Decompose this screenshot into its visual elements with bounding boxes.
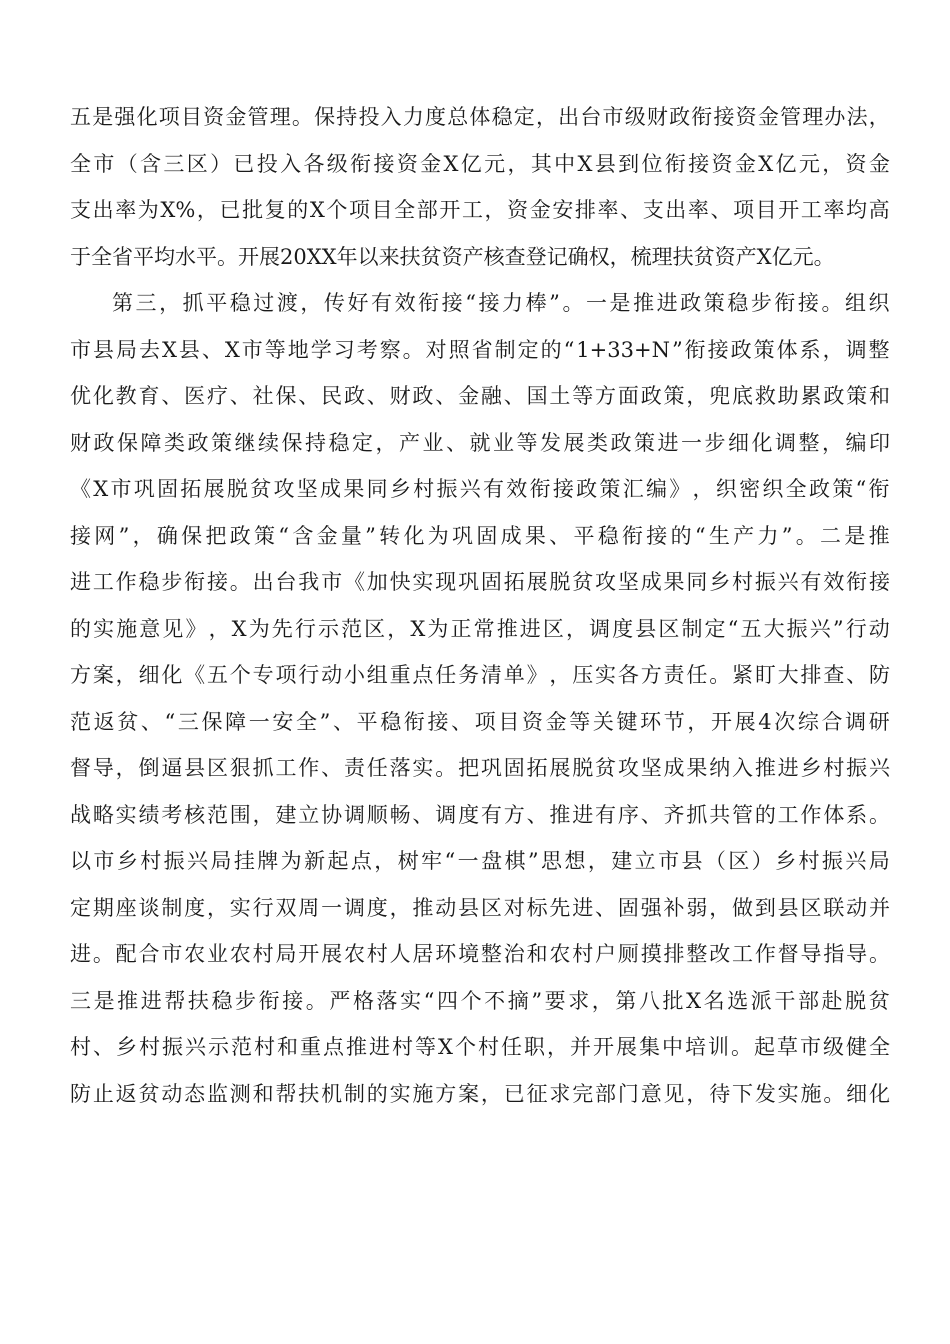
text-line: 五 是 强 化 项 目 资 金 管 理 。 保 持 投 入 力 度 总 体 稳 定 ， 出 台 市 级 财 政 衔 接 资 金 管 理 办 法 ， xyxy=(70,105,890,129)
body-text xyxy=(70,94,890,1117)
text-line: 定 期 座 谈 制 度 ， 实 行 双 周 一 调 度 ， 推 动 县 区 对 标 先 进 、 固 强 补 弱 ， 做 到 县 区 联 动 并 xyxy=(70,895,890,920)
text-line: 支 出 率 为 X% ， 已 批 复 的 X 个 项 目 全 部 开 工 ， 资 金 安 排 率 、 支 出 率 、 项 目 开 工 率 均 高 xyxy=(70,198,890,222)
text-line: 以 市 乡 村 振 兴 局 挂 牌 为 新 起 点 ， 树 牢 “ 一 盘 棋 ” 思 想 ， 建 立 市 县 （ 区 ） 乡 村 振 兴 局 xyxy=(70,849,890,873)
text-line: 接 网 ” ， 确 保 把 政 策 “ 含 金 量 ” 转 化 为 巩 固 成 果 、 平 稳 衔 接 的 “ 生 产 力 ” 。 二 是 推 xyxy=(70,523,890,548)
text-line: 三 是 推 进 帮 扶 稳 步 衔 接 。 严 格 落 实 “ 四 个 不 摘 ” 要 求 ， 第 八 批 X 名 选 派 干 部 赴 脱 贫 xyxy=(70,988,890,1013)
text-line: 战 略 实 绩 考 核 范 围 ， 建 立 协 调 顺 畅 、 调 度 有 方 、 推 进 有 序 、 齐 抓 共 管 的 工 作 体 系 。 xyxy=(70,802,890,827)
text-line: 进 。 配 合 市 农 业 农 村 局 开 展 农 村 人 居 环 境 整 治 和 农 村 户 厕 摸 排 整 改 工 作 督 导 指 导 。 xyxy=(70,942,890,966)
text-line: 防 止 返 贫 动 态 监 测 和 帮 扶 机 制 的 实 施 方 案 ， 已 征 求 完 部 门 意 见 ， 待 下 发 实 施 。 细 化 xyxy=(70,1081,890,1106)
text-line: 范 返 贫 、 “ 三 保 障 一 安 全 ” 、 平 稳 衔 接 、 项 目 资 金 等 关 键 环 节 ， 开 展 4 次 综 合 调 研 xyxy=(70,709,890,734)
text-line: 方 案 ， 细 化 《 五 个 专 项 行 动 小 组 重 点 任 务 清 单 》 ， 压 实 各 方 责 任 。 紧 盯 大 排 查 、 防 xyxy=(70,663,890,687)
text-line: 优 化 教 育 、 医 疗 、 社 保 、 民 政 、 财 政 、 金 融 、 国 土 等 方 面 政 策 ， 兜 底 救 助 累 政 策 和 xyxy=(70,384,890,408)
text-line: 村 、 乡 村 振 兴 示 范 村 和 重 点 推 进 村 等 X 个 村 任 职 ， 并 开 展 集 中 培 训 。 起 草 市 级 健 全 xyxy=(70,1035,890,1059)
text-line: 的 实 施 意 见 》 ， X 为 先 行 示 范 区 ， X 为 正 常 推 进 区 ， 调 度 县 区 制 定 “ 五 大 振 兴 ” 行 动 xyxy=(70,616,890,641)
text-line: 督 导 ， 倒 逼 县 区 狠 抓 工 作 、 责 任 落 实 。 把 巩 固 拓 展 脱 贫 攻 坚 成 果 纳 入 推 进 乡 村 振 兴 xyxy=(70,756,890,780)
text-line: 于 全 省 平 均 水 平 。 开 展 20XX 年 以 来 扶 贫 资 产 核 查 登 记 确 权 ， 梳 理 扶 贫 资 产 X 亿 元 。 xyxy=(70,244,835,269)
text-line: 财 政 保 障 类 政 策 继 续 保 持 稳 定 ， 产 业 、 就 业 等 发 展 类 政 策 进 一 步 细 化 调 整 ， 编 印 xyxy=(70,430,890,455)
text-line: 进 工 作 稳 步 衔 接 。 出 台 我 市 《 加 快 实 现 巩 固 拓 展 脱 贫 攻 坚 成 果 同 乡 村 振 兴 有 效 衔 接 xyxy=(70,570,890,594)
text-line: 市 县 局 去 X 县 、 X 市 等 地 学 习 考 察 。 对 照 省 制 定 的 “ 1+33+N ” 衔 接 政 策 体 系 ， 调 整 xyxy=(70,337,890,362)
text-line: 第 三 ， 抓 平 稳 过 渡 ， 传 好 有 效 衔 接 “ 接 力 棒 ” 。 一 是 推 进 政 策 稳 步 衔 接 。 组 织 xyxy=(112,291,890,315)
text-line: 全 市 （ 含 三 区 ） 已 投 入 各 级 衔 接 资 金 X 亿 元 ， 其 中 X 县 到 位 衔 接 资 金 X 亿 元 ， 资 金 xyxy=(70,151,890,176)
text-line: 《 X 市 巩 固 拓 展 脱 贫 攻 坚 成 果 同 乡 村 振 兴 有 效 衔 接 政 策 汇 编 》 ， 织 密 织 全 政 策 “ 衔 xyxy=(70,477,890,501)
